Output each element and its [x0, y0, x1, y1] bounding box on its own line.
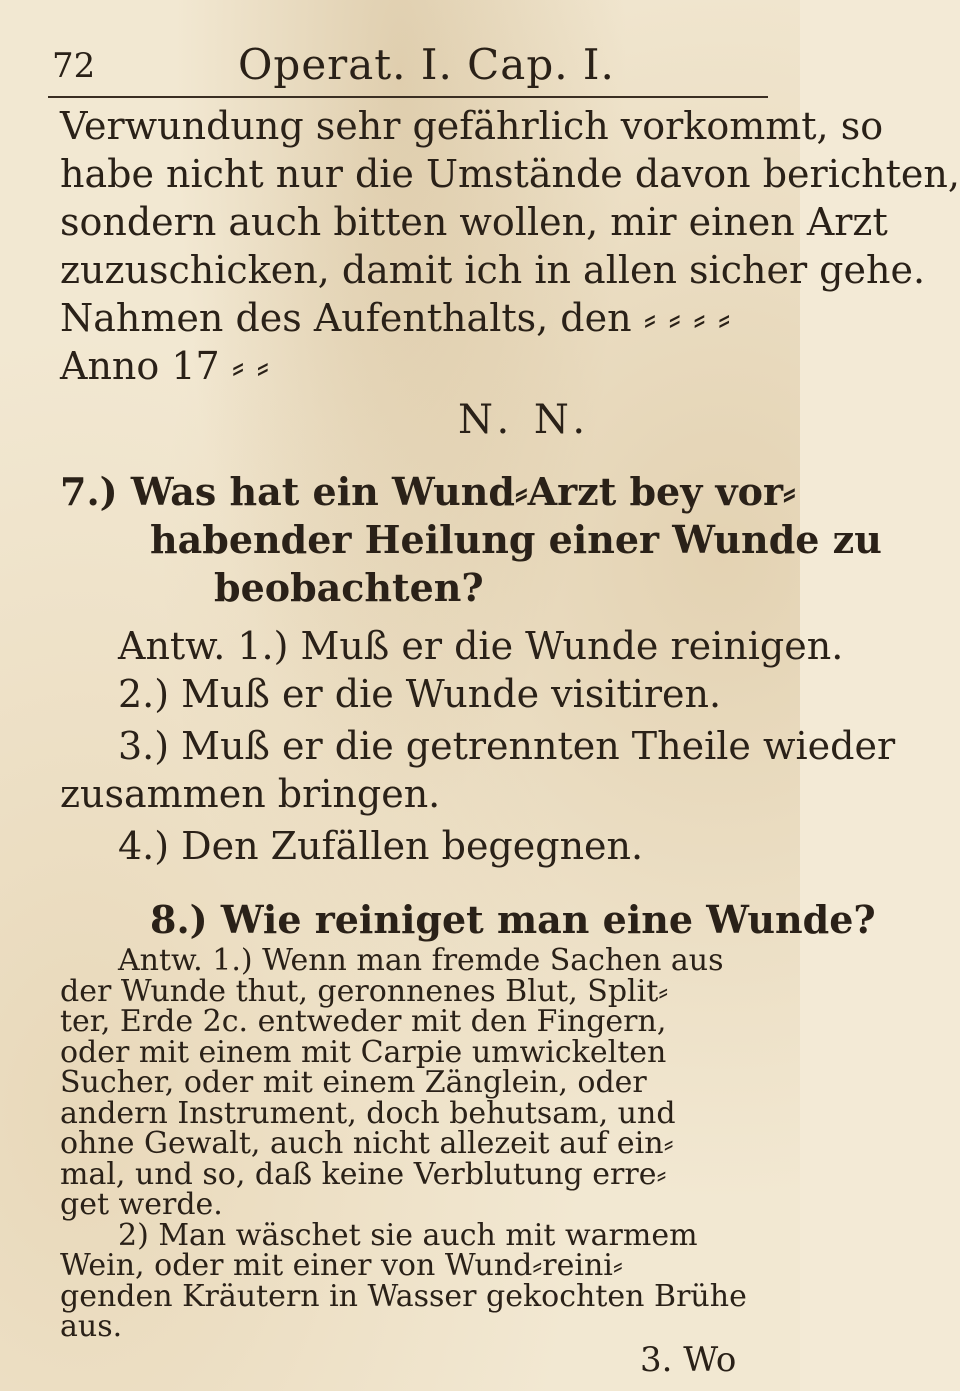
answer-line: get werde. — [60, 1187, 223, 1222]
answer-line: ter, Erde 2c. entweder mit den Fingern, — [60, 1004, 667, 1039]
answer-line: 2.) Muß er die Wunde visitiren. — [118, 672, 722, 716]
header-rule — [48, 96, 768, 98]
answer-line: oder mit einem mit Carpie umwickelten — [60, 1034, 667, 1070]
question-line: habender Heilung einer Wunde zu — [150, 517, 882, 562]
text-line: Nahmen des Aufenthalts, den ⸗ ⸗ ⸗ ⸗ — [60, 296, 731, 340]
question-line: beobachten? — [214, 565, 484, 610]
answer-line: Antw. 1.) Muß er die Wunde reinigen. — [118, 624, 844, 668]
page-number: 72 — [52, 46, 96, 86]
text-line: zuzuschicken, damit ich in allen sicher gehe. — [60, 248, 926, 292]
answer-line: Antw. 1.) Wenn man fremde Sachen aus — [118, 943, 724, 978]
answer-line: 3.) Muß er die getrennten Theile wieder — [118, 724, 896, 768]
text-line: sondern auch bitten wollen, mir einen Arzt — [60, 200, 888, 244]
page-header — [48, 40, 768, 92]
catchword: 3. Wo — [640, 1340, 737, 1380]
answer-line: genden Kräutern in Wasser gekochten Brühe — [60, 1278, 747, 1314]
answer-line: der Wunde thut, geronnenes Blut, Split⸗ — [60, 973, 669, 1009]
answer-line: 2) Man wäschet sie auch mit warmem — [118, 1217, 698, 1253]
answer-line: 4.) Den Zufällen begegnen. — [118, 824, 644, 868]
running-head: Operat. I. Cap. I. — [238, 40, 615, 89]
signature: N. N. — [458, 397, 592, 443]
answer-line: Wein, oder mit einer von Wund⸗reini⸗ — [60, 1248, 623, 1283]
answer-line: ohne Gewalt, auch nicht allezeit auf ein⸗ — [60, 1126, 674, 1161]
text-line: Verwundung sehr gefährlich vorkommt, so — [60, 104, 884, 148]
answer-line: aus. — [60, 1309, 123, 1344]
question-line: 8.) Wie reiniget man eine Wunde? — [150, 897, 876, 942]
text-line: Anno 17 ⸗ ⸗ — [60, 344, 270, 388]
text-line: habe nicht nur die Umstände davon berichten, — [60, 152, 960, 196]
answer-line: andern Instrument, doch behutsam, und — [60, 1095, 676, 1131]
question-line: 7.) Was hat ein Wund⸗Arzt bey vor⸗ — [60, 469, 796, 514]
answer-line: zusammen bringen. — [60, 772, 441, 816]
answer-line: Sucher, oder mit einem Zänglein, oder — [60, 1065, 647, 1100]
answer-line: mal, und so, daß keine Verblutung erre⸗ — [60, 1156, 667, 1192]
